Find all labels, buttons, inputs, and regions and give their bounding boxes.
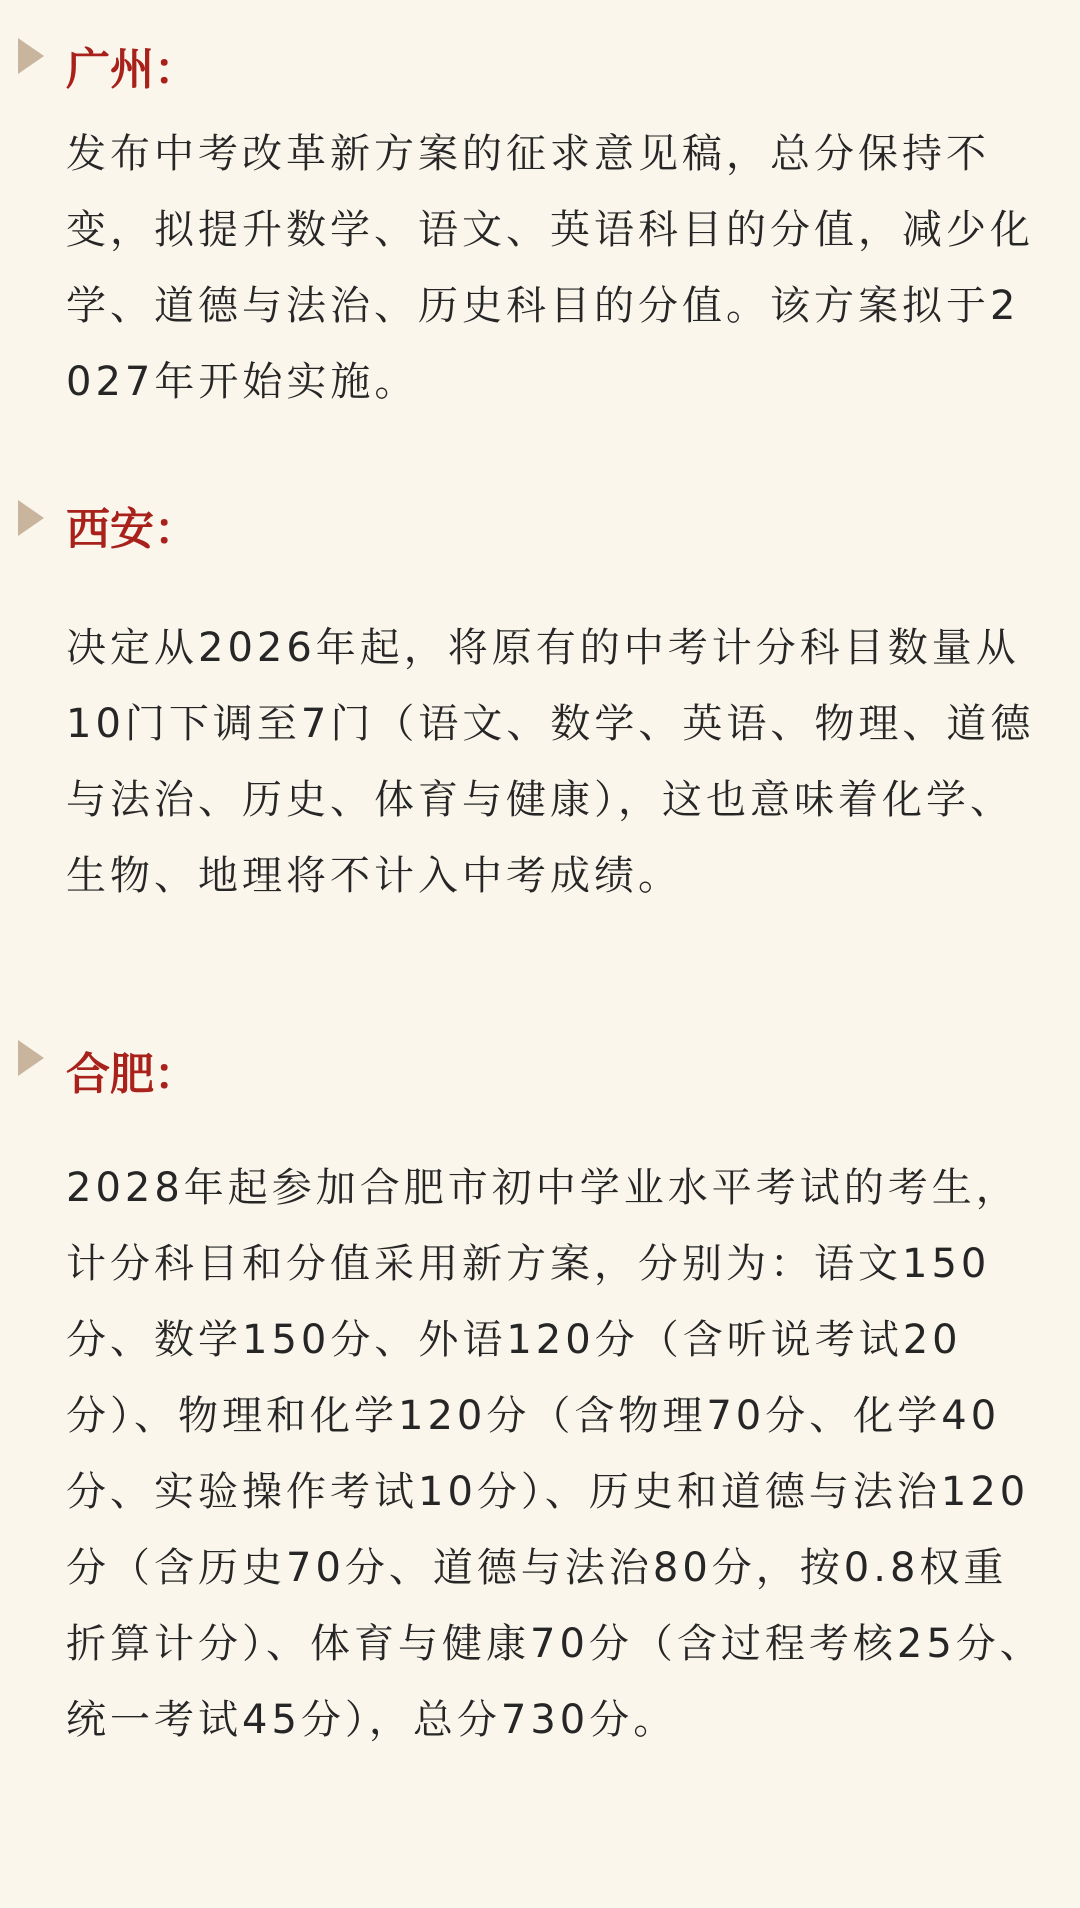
triangle-marker-icon — [18, 1040, 44, 1076]
triangle-marker-icon — [18, 38, 44, 74]
section-body: 发布中考改革新方案的征求意见稿，总分保持不变，拟提升数学、语文、英语科目的分值，减少化学、道德与法治、历史科目的分值。该方案拟于2027年开始实施。 — [66, 131, 1034, 405]
section-body: 2028年起参加合肥市初中学业水平考试的考生，计分科目和分值采用新方案，分别为：语文150分、数学150分、外语120分（含听说考试20分）、物理和化学120分（含物理70分、化学40分、实验操作考试10分）、历史和道德与法治120分（含历史70分、道德与法治80分，按0.8权重折算计分）、体育与健康70分（含过程考核25分、统一考试45分），总分730分。 — [66, 1165, 1044, 1743]
section-body: 决定从2026年起，将原有的中考计分科目数量从10门下调至7门（语文、数学、英语、物理、道德与法治、历史、体育与健康），这也意味着化学、生物、地理将不计入中考成绩。 — [66, 625, 1035, 899]
section-heading: 西安： — [66, 504, 198, 555]
section-heading: 合肥： — [66, 1049, 198, 1100]
triangle-marker-icon — [18, 500, 44, 536]
section-heading: 广州： — [66, 44, 198, 95]
